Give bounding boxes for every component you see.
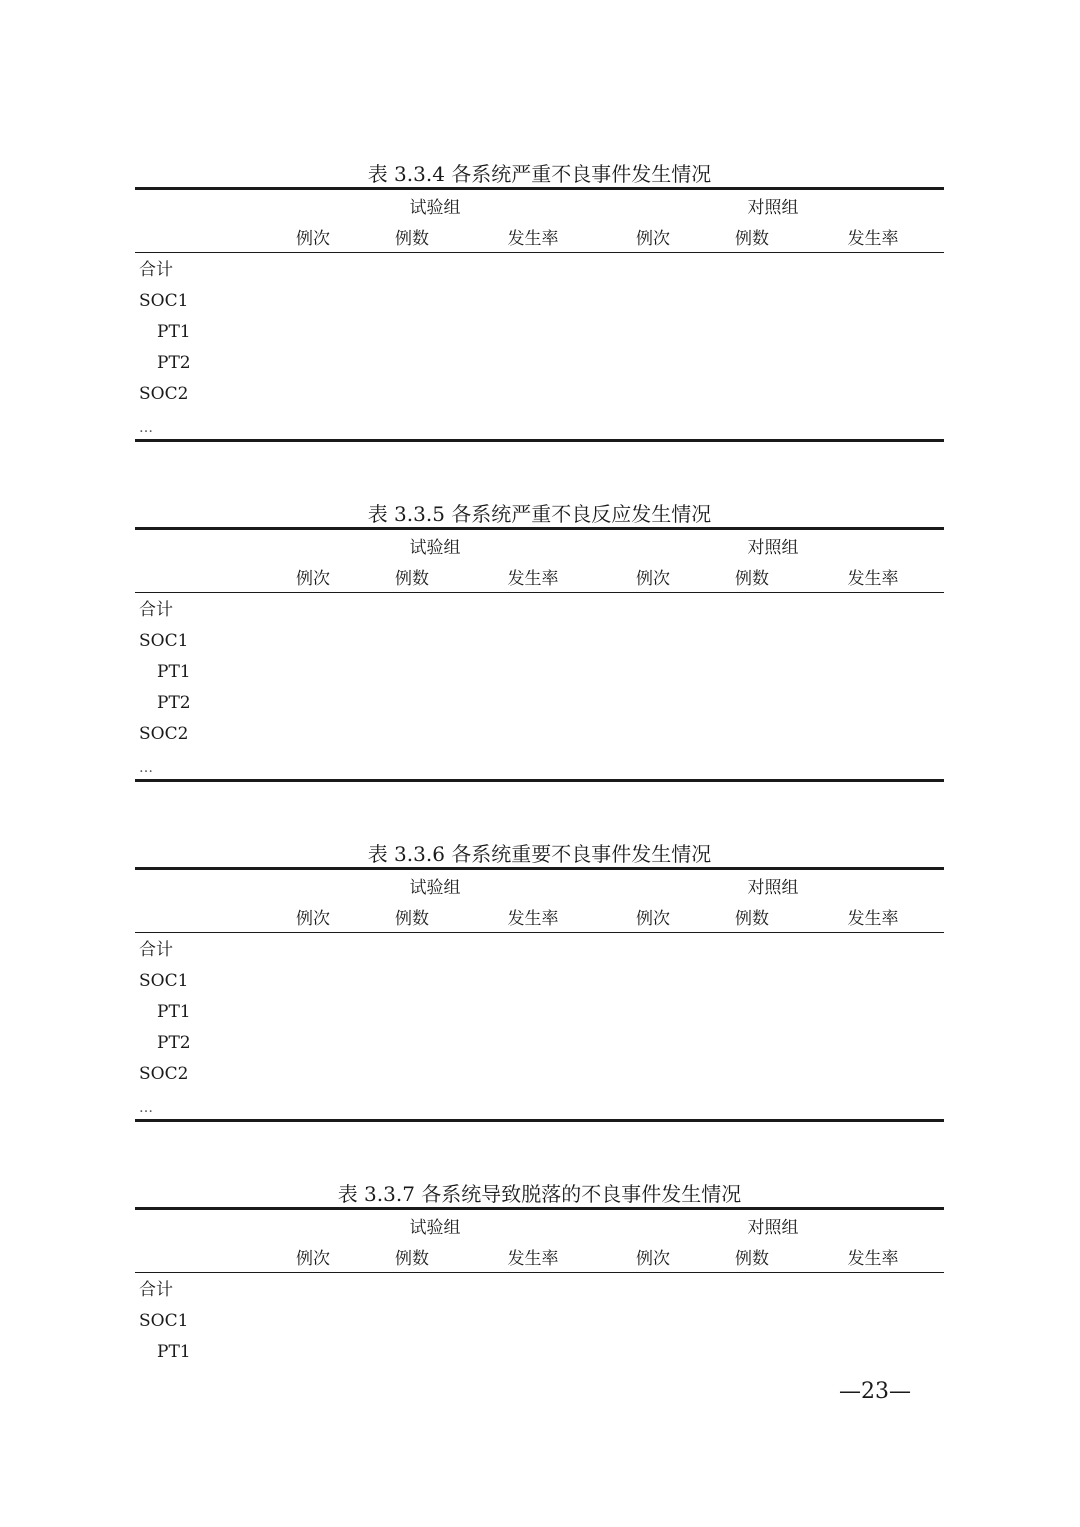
header-rule	[135, 932, 944, 933]
top-rule	[135, 1207, 944, 1210]
header-trial-count: 例数	[395, 229, 429, 249]
top-rule	[135, 187, 944, 190]
header-group-trial: 试验组	[409, 1218, 461, 1238]
row-label-pt1: PT1	[157, 322, 191, 342]
header-control-count: 例数	[735, 1249, 769, 1269]
header-control-rate: 发生率	[847, 569, 899, 589]
header-trial-cases: 例次	[296, 909, 330, 929]
header-trial-rate: 发生率	[507, 569, 559, 589]
header-trial-cases: 例次	[296, 569, 330, 589]
bottom-rule	[135, 439, 944, 442]
row-label-pt1: PT1	[157, 1002, 191, 1022]
header-control-cases: 例次	[636, 569, 670, 589]
header-group-control: 对照组	[747, 538, 799, 558]
row-label-soc1: SOC1	[139, 291, 189, 311]
row-label-ellipsis: 合计	[139, 940, 173, 960]
data-table	[135, 500, 944, 785]
row-label-ellipsis: …	[139, 760, 153, 776]
row-label-soc1: SOC1	[139, 631, 189, 651]
table-caption: 表 3.3.7 各系统导致脱落的不良事件发生情况	[337, 1182, 742, 1206]
header-group-trial: 试验组	[409, 198, 461, 218]
row-label-pt1: PT1	[157, 1342, 191, 1362]
row-label-soc1: SOC1	[139, 1311, 189, 1331]
row-label-soc2: SOC2	[139, 724, 189, 744]
data-table	[135, 1180, 944, 1390]
table-caption: 表 3.3.5 各系统严重不良反应发生情况	[367, 502, 712, 526]
header-control-cases: 例次	[636, 909, 670, 929]
header-control-cases: 例次	[636, 1249, 670, 1269]
header-group-control: 对照组	[747, 878, 799, 898]
header-rule	[135, 592, 944, 593]
header-rule	[135, 252, 944, 253]
row-label-pt2: PT2	[157, 1033, 191, 1053]
header-trial-count: 例数	[395, 1249, 429, 1269]
row-label-soc2: SOC2	[139, 1064, 189, 1084]
header-control-rate: 发生率	[847, 909, 899, 929]
table-caption: 表 3.3.4 各系统严重不良事件发生情况	[367, 162, 712, 186]
header-group-trial: 试验组	[409, 538, 461, 558]
table-caption: 表 3.3.6 各系统重要不良事件发生情况	[367, 842, 712, 866]
header-control-count: 例数	[735, 909, 769, 929]
header-trial-count: 例数	[395, 909, 429, 929]
row-label-pt1: PT1	[157, 662, 191, 682]
row-label-soc2: SOC2	[139, 384, 189, 404]
top-rule	[135, 527, 944, 530]
header-trial-rate: 发生率	[507, 229, 559, 249]
top-rule	[135, 867, 944, 870]
header-group-control: 对照组	[747, 198, 799, 218]
page-number: —23—	[839, 1379, 911, 1404]
header-control-rate: 发生率	[847, 1249, 899, 1269]
header-trial-cases: 例次	[296, 229, 330, 249]
data-table	[135, 840, 944, 1125]
row-label-pt2: PT2	[157, 693, 191, 713]
bottom-rule	[135, 1119, 944, 1122]
row-label-ellipsis: …	[139, 420, 153, 436]
header-trial-rate: 发生率	[507, 1249, 559, 1269]
header-trial-cases: 例次	[296, 1249, 330, 1269]
header-group-trial: 试验组	[409, 878, 461, 898]
header-control-count: 例数	[735, 229, 769, 249]
row-label-ellipsis: 合计	[139, 1280, 173, 1300]
header-group-control: 对照组	[747, 1218, 799, 1238]
header-control-count: 例数	[735, 569, 769, 589]
row-label-ellipsis: 合计	[139, 260, 173, 280]
header-rule	[135, 1272, 944, 1273]
header-trial-count: 例数	[395, 569, 429, 589]
row-label-pt2: PT2	[157, 353, 191, 373]
data-table	[135, 160, 944, 445]
row-label-soc1: SOC1	[139, 971, 189, 991]
header-control-rate: 发生率	[847, 229, 899, 249]
row-label-ellipsis: 合计	[139, 600, 173, 620]
bottom-rule	[135, 779, 944, 782]
header-control-cases: 例次	[636, 229, 670, 249]
row-label-ellipsis: …	[139, 1100, 153, 1116]
header-trial-rate: 发生率	[507, 909, 559, 929]
